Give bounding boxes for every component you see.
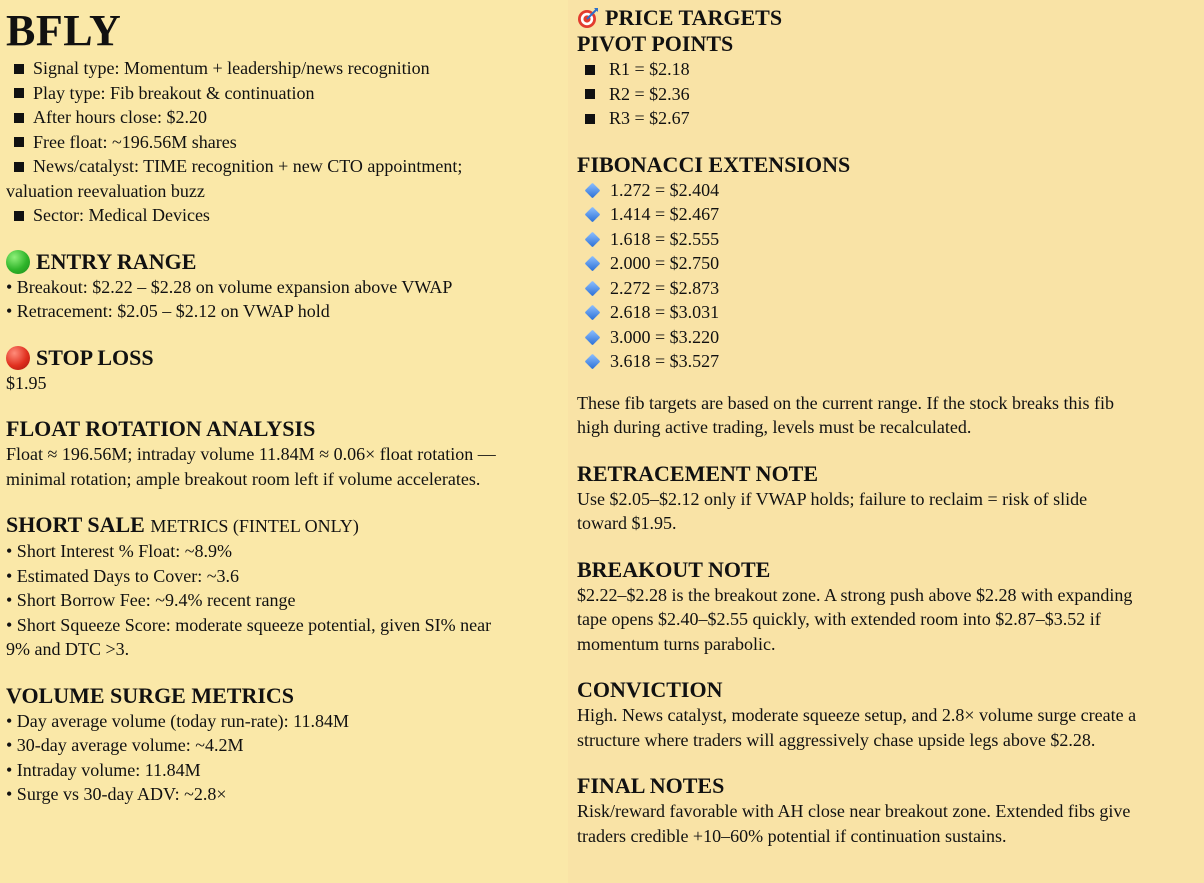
blue-diamond-icon — [585, 232, 601, 248]
overview-list — [6, 56, 568, 228]
left-column — [0, 0, 568, 883]
price-targets-heading: PRICE TARGETS — [577, 5, 1204, 31]
list-item: 1.414 = $2.467 — [577, 202, 1204, 227]
retracement-note-heading: RETRACEMENT NOTE — [577, 460, 819, 486]
list-item: 1.618 = $2.555 — [577, 227, 1204, 252]
list-item: 1.272 = $2.404 — [577, 178, 1204, 203]
bullet-square-icon — [14, 211, 24, 221]
fib-extensions-heading: FIBONACCI EXTENSIONS — [577, 151, 851, 177]
blue-diamond-icon — [585, 183, 601, 199]
green-circle-icon — [6, 250, 30, 274]
right-column — [571, 0, 1204, 883]
red-circle-icon — [6, 346, 30, 370]
blue-diamond-icon — [585, 281, 601, 297]
list-item: • Surge vs 30-day ADV: ~2.8× — [6, 784, 227, 804]
list-item: 3.000 = $3.220 — [577, 325, 1204, 350]
list-item: Play type: Fib breakout & continuation — [6, 81, 568, 106]
paragraph-line: high during active trading, levels must be recalculated. — [577, 417, 972, 437]
bullet-square-icon — [14, 137, 24, 147]
list-item: R1 = $2.18 — [577, 57, 1204, 82]
bullet-square-icon — [585, 89, 595, 99]
pivot-points-heading: PIVOT POINTS — [577, 31, 734, 56]
list-item: • Short Interest % Float: ~8.9% — [6, 541, 233, 561]
paragraph-line: tape opens $2.40–$2.55 quickly, with extended room into $2.87–$3.52 if — [577, 609, 1101, 629]
entry-range-heading: ENTRY RANGE — [6, 249, 568, 275]
list-item: Signal type: Momentum + leadership/news recognition — [6, 56, 568, 81]
list-item: 2.000 = $2.750 — [577, 251, 1204, 276]
list-item: Free float: ~196.56M shares — [6, 130, 568, 155]
list-item: • Short Borrow Fee: ~9.4% recent range — [6, 590, 296, 610]
list-item: 3.618 = $3.527 — [577, 349, 1204, 374]
float-rotation-heading: FLOAT ROTATION ANALYSIS — [6, 416, 316, 441]
bullet-square-icon — [585, 114, 595, 124]
list-item-continued: 9% and DTC >3. — [6, 639, 130, 659]
blue-diamond-icon — [585, 330, 601, 346]
stop-loss-value: $1.95 — [6, 372, 47, 393]
list-item: • Retracement: $2.05 – $2.12 on VWAP hold — [6, 301, 330, 321]
list-item: • 30-day average volume: ~4.2M — [6, 735, 244, 755]
paragraph-line: These fib targets are based on the current range. If the stock breaks this fib — [577, 392, 1114, 413]
list-item: 2.618 = $3.031 — [577, 300, 1204, 325]
paragraph-line: traders credible +10–60% potential if continuation sustains. — [577, 825, 1007, 846]
paragraph-line: momentum turns parabolic. — [577, 633, 776, 654]
list-item: Sector: Medical Devices — [6, 203, 568, 228]
paragraph-line: structure where traders will aggressively chase upside legs above $2.28. — [577, 729, 1096, 750]
ticker-title: BFLY — [6, 6, 122, 55]
list-item: After hours close: $2.20 — [6, 105, 568, 130]
stop-loss-heading: STOP LOSS — [6, 345, 568, 371]
paragraph-line: toward $1.95. — [577, 513, 677, 533]
paragraph-line: $2.22–$2.28 is the breakout zone. A strong push above $2.28 with expanding — [577, 584, 1133, 605]
list-item: R3 = $2.67 — [577, 106, 1204, 131]
bullet-square-icon — [585, 65, 595, 75]
volume-surge-heading: VOLUME SURGE METRICS — [6, 682, 295, 708]
paragraph-line: Float ≈ 196.56M; intraday volume 11.84M ≈ 0.06× float rotation — — [6, 444, 496, 464]
breakout-note-heading: BREAKOUT NOTE — [577, 556, 771, 582]
list-item: News/catalyst: TIME recognition + new CTO appointment; — [6, 154, 568, 179]
list-item: 2.272 = $2.873 — [577, 276, 1204, 301]
blue-diamond-icon — [585, 207, 601, 223]
bullet-square-icon — [14, 88, 24, 98]
list-item-continued: valuation reevaluation buzz — [6, 180, 205, 201]
dart-target-icon — [577, 7, 599, 29]
paragraph-line: High. News catalyst, moderate squeeze setup, and 2.8× volume surge create a — [577, 705, 1137, 725]
final-notes-heading: FINAL NOTES — [577, 773, 725, 798]
blue-diamond-icon — [585, 256, 601, 272]
blue-diamond-icon — [585, 354, 601, 370]
paragraph-line: minimal rotation; ample breakout room left if volume accelerates. — [6, 468, 481, 489]
bullet-square-icon — [14, 162, 24, 172]
list-item: R2 = $2.36 — [577, 82, 1204, 107]
paragraph-line: Risk/reward favorable with AH close near breakout zone. Extended fibs give — [577, 801, 1131, 821]
list-item: • Short Squeeze Score: moderate squeeze potential, given SI% near — [6, 614, 492, 635]
paragraph-line: Use $2.05–$2.12 only if VWAP holds; failure to reclaim = risk of slide — [577, 488, 1088, 509]
list-item: • Estimated Days to Cover: ~3.6 — [6, 565, 240, 586]
blue-diamond-icon — [585, 305, 601, 321]
short-sale-heading: SHORT SALE METRICS (FINTEL ONLY) — [6, 512, 359, 537]
list-item: • Intraday volume: 11.84M — [6, 759, 201, 780]
bullet-square-icon — [14, 64, 24, 74]
list-item: • Day average volume (today run-rate): 11.84M — [6, 710, 350, 731]
conviction-heading: CONVICTION — [577, 677, 723, 702]
bullet-square-icon — [14, 113, 24, 123]
list-item: • Breakout: $2.22 – $2.28 on volume expansion above VWAP — [6, 276, 453, 297]
